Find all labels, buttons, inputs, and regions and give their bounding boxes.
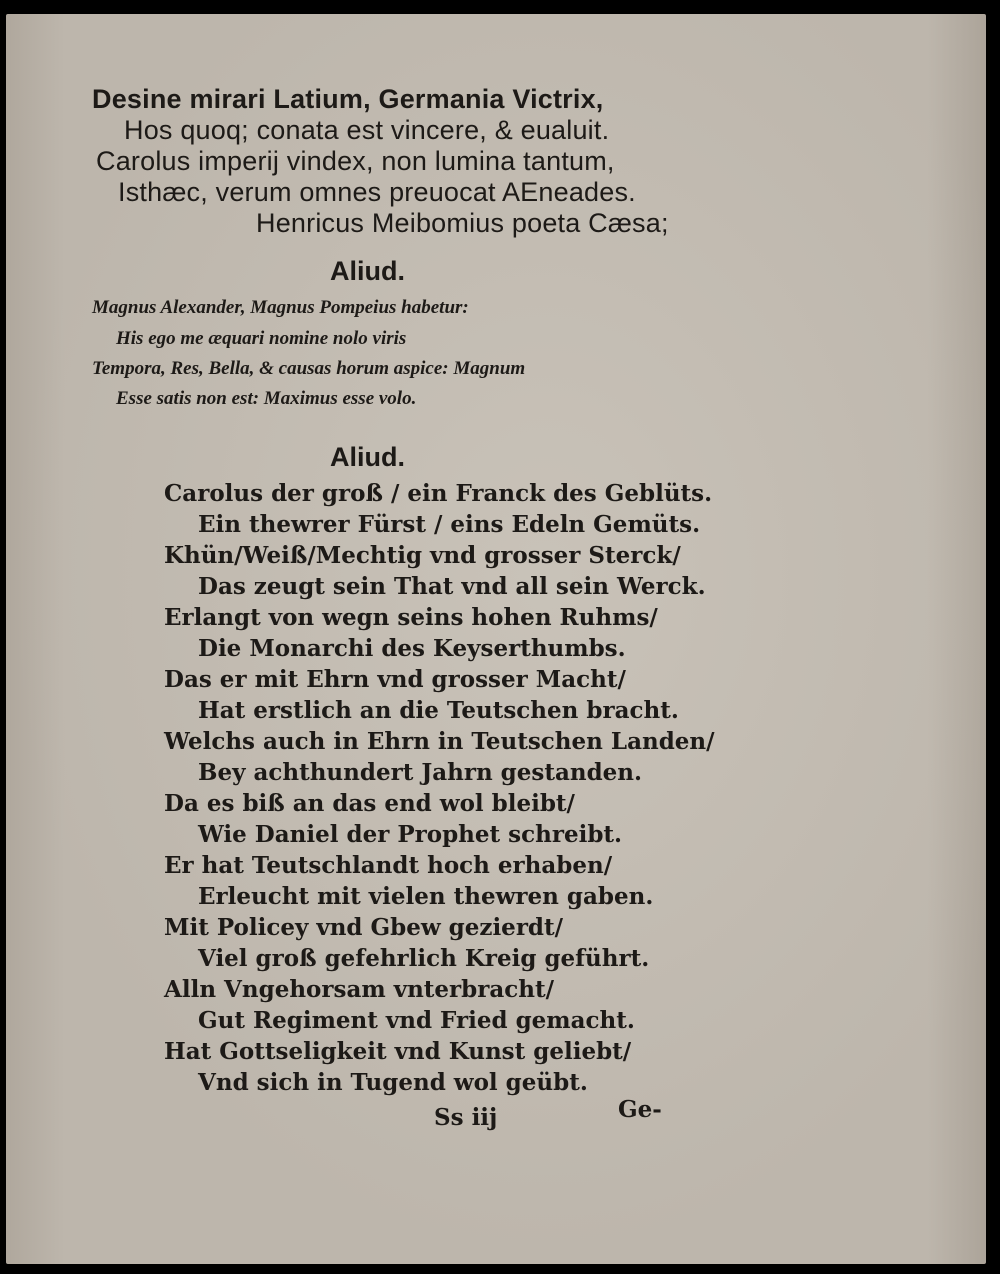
latin-line-2: Hos quoq; conata est vincere, & eualuit. (124, 115, 610, 145)
german-line-2: Ein thewrer Fürst / eins Edeln Gemüts. (198, 511, 701, 538)
german-line-10: Bey achthundert Jahrn gestanden. (198, 759, 643, 786)
german-line-18: Gut Regiment vnd Fried gemacht. (198, 1007, 635, 1034)
latin-line-1: Desine mirari Latium, Germania Victrix, (92, 84, 604, 114)
german-line-16: Viel groß gefehrlich Kreig geführt. (198, 945, 650, 972)
latin-line-3: Carolus imperij vindex, non lumina tantum, (96, 146, 615, 176)
german-line-6: Die Monarchi des Keyserthumbs. (198, 635, 626, 662)
german-line-3: Khün/Weiß/Mechtig vnd grosser Sterck/ (164, 542, 681, 569)
german-line-11: Da es biß an das end wol bleibt/ (164, 790, 575, 817)
german-line-7: Das er mit Ehrn vnd grosser Macht/ (164, 666, 626, 693)
section-two-line-3: Tempora, Res, Bella, & causas horum aspice: Magnum (92, 358, 526, 379)
section-two-line-4: Esse satis non est: Maximus esse volo. (116, 388, 417, 409)
german-line-5: Erlangt von wegn seins hohen Ruhms/ (164, 604, 658, 631)
german-line-14: Erleucht mit vielen thewren gaben. (198, 883, 654, 910)
latin-line-4: Isthæc, verum omnes preuocat AEneades. (118, 177, 636, 207)
section-three-heading: Aliud. (330, 442, 405, 472)
catchword: Ge- (618, 1096, 662, 1123)
german-line-9: Welchs auch in Ehrn in Teutschen Landen/ (164, 728, 715, 755)
german-line-20: Vnd sich in Tugend wol geübt. (198, 1069, 588, 1096)
german-line-12: Wie Daniel der Prophet schreibt. (198, 821, 623, 848)
german-line-19: Hat Gottseligkeit vnd Kunst geliebt/ (164, 1038, 632, 1065)
latin-author: Henricus Meibomius poeta Cæsa; (256, 208, 669, 238)
section-two-line-1: Magnus Alexander, Magnus Pompeius habetur: (92, 297, 469, 318)
german-line-15: Mit Policey vnd Gbew gezierdt/ (164, 914, 564, 941)
signature-mark: Ss iij (434, 1104, 498, 1131)
german-line-8: Hat erstlich an die Teutschen bracht. (198, 697, 679, 724)
german-line-1: Carolus der groß / ein Franck des Geblüts. (164, 480, 713, 507)
german-line-4: Das zeugt sein That vnd all sein Werck. (198, 573, 706, 600)
section-two-heading: Aliud. (330, 256, 405, 286)
section-two-line-2: His ego me æquari nomine nolo viris (116, 328, 407, 349)
german-line-13: Er hat Teutschlandt hoch erhaben/ (164, 852, 613, 879)
german-line-17: Alln Vngehorsam vnterbracht/ (164, 976, 555, 1003)
book-page (6, 14, 986, 1264)
